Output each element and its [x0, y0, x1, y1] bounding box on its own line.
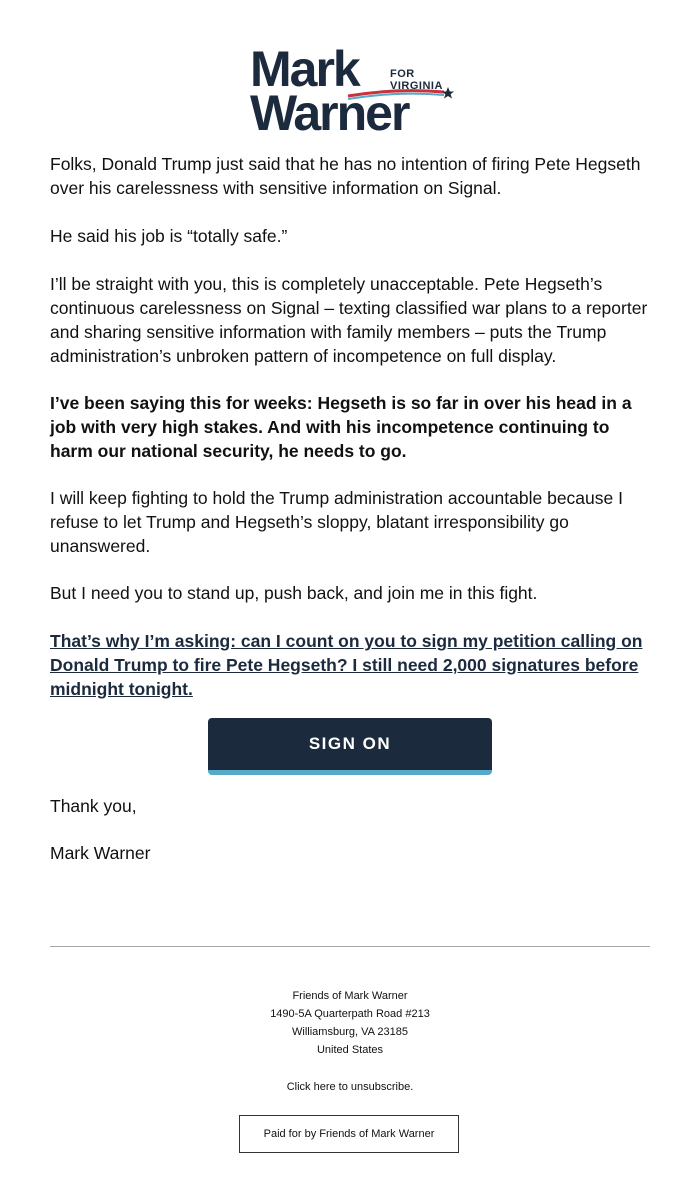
- paid-for-disclaimer: Paid for by Friends of Mark Warner: [239, 1115, 459, 1153]
- mark-warner-logo[interactable]: [250, 41, 454, 141]
- paragraph-quote: He said his job is “totally safe.”: [50, 226, 288, 246]
- unsubscribe-link[interactable]: Click here to unsubscribe.: [286, 1081, 414, 1093]
- paragraph-bold-statement: I’ve been saying this for weeks: Hegseth is so far in over his head in a job with very high stakes. And with his incompetence continuing to harm our national security, he needs to go.: [50, 393, 632, 461]
- footer-country: United States: [316, 1044, 384, 1056]
- signature-text: Mark Warner: [50, 843, 151, 863]
- signoff-text: Thank you,: [50, 796, 137, 816]
- paragraph-intro: Folks, Donald Trump just said that he has no intention of firing Pete Hegseth over his carelessness with sensitive information on Signal.: [50, 154, 641, 198]
- paragraph-accountable: I will keep fighting to hold the Trump administration accountable because I refuse to let Trump and Hegseth’s sloppy, blatant irresponsibility go unanswered.: [50, 488, 623, 556]
- footer-divider: [50, 946, 650, 947]
- logo-word-warner: Warner: [250, 85, 409, 141]
- footer-address-line1: 1490-5A Quarterpath Road #213: [270, 1008, 430, 1020]
- petition-link[interactable]: That’s why I’m asking: can I count on you to sign my petition calling on Donald Trump to fire Pete Hegseth? I still need 2,000 signatures before midnight tonight.: [50, 631, 643, 699]
- logo-word-mark: Mark: [250, 41, 359, 97]
- footer-address-line2: Williamsburg, VA 23185: [292, 1026, 408, 1038]
- logo-for-text: FOR: [390, 68, 415, 80]
- sign-on-button[interactable]: SIGN ON: [208, 718, 492, 775]
- paragraph-stand-up: But I need you to stand up, push back, and join me in this fight.: [50, 583, 538, 603]
- paragraph-unacceptable: I’ll be straight with you, this is completely unacceptable. Pete Hegseth’s continuous carelessness on Signal – texting classified war plans to a reporter and sharing sensitive information with family members – puts the Trump administration’s unbroken pattern of incompetence on full display.: [50, 274, 648, 366]
- logo-virginia-text: VIRGINIA: [390, 80, 443, 92]
- footer-org: Friends of Mark Warner: [292, 990, 408, 1002]
